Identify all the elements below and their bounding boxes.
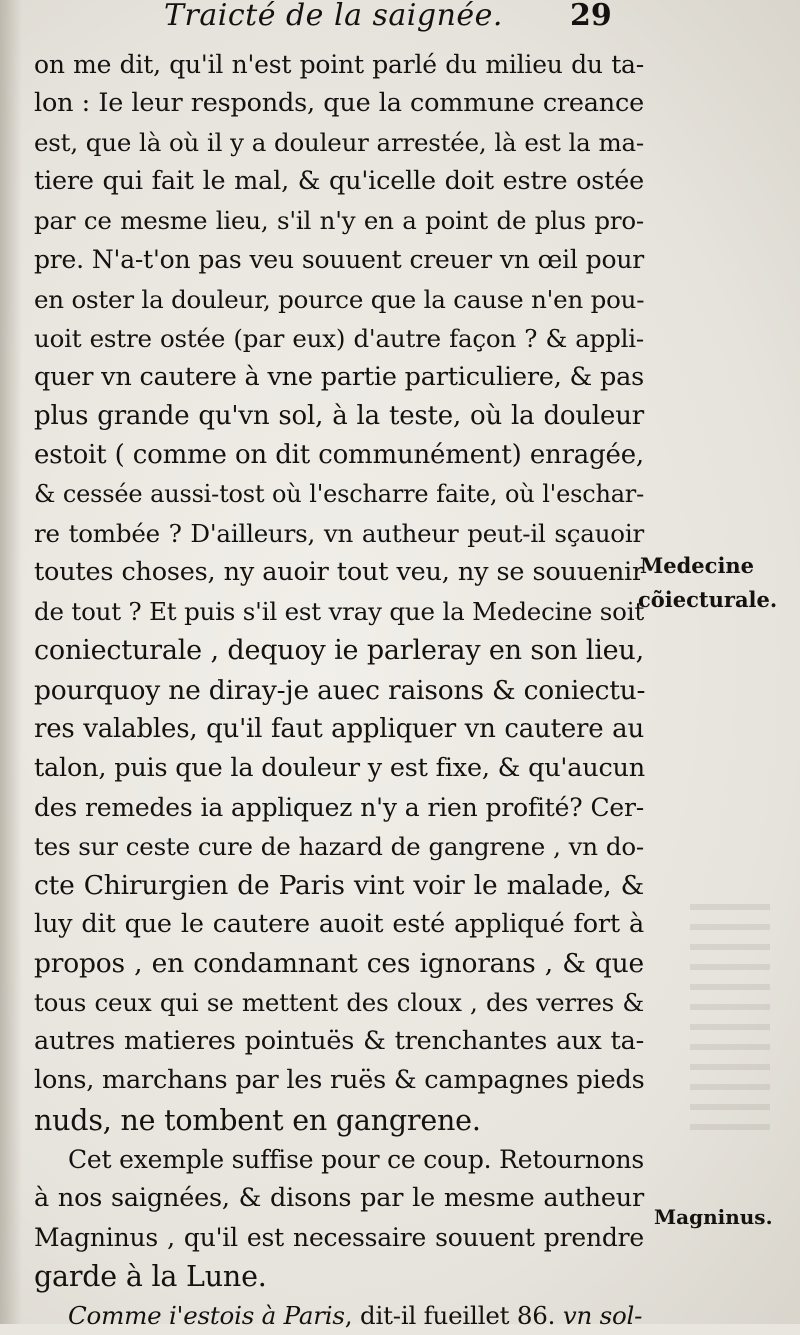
text-line: tiere qui fait le mal, & qu'icelle doit estre ostée bbox=[34, 166, 644, 197]
text-line: uoit estre ostée (par eux) d'autre façon ? & appli- bbox=[34, 323, 644, 353]
text-line: lons, marchans par les ruës & campagnes pieds bbox=[34, 1065, 645, 1096]
text-line: estoit ( comme on dit communément) enragée, bbox=[34, 439, 644, 470]
text-line: tous ceux qui se mettent des cloux , des verres & bbox=[34, 988, 644, 1018]
show-through-marks bbox=[690, 890, 770, 1130]
text-line: on me dit, qu'il n'est point parlé du milieu du ta- bbox=[34, 50, 644, 79]
text-line: res valables, qu'il faut appliquer vn cautere au bbox=[34, 713, 644, 744]
text-line: toutes choses, ny auoir tout veu, ny se souuenir bbox=[34, 557, 644, 588]
text-line: en oster la douleur, pource que la cause n'en pou- bbox=[34, 284, 645, 314]
text-line: tes sur ceste cure de hazard de gangrene , vn do- bbox=[34, 831, 644, 861]
page-number: 29 bbox=[570, 0, 612, 33]
final-middle: , dit-il fueillet 86. bbox=[344, 1301, 563, 1330]
text-line: pre. N'a-t'on pas veu souuent creuer vn œil pour bbox=[34, 245, 644, 275]
text-line: autres matieres pointuës & trenchantes aux ta- bbox=[34, 1026, 644, 1057]
text-line: & cessée aussi-tost où l'escharre faite, où l'eschar- bbox=[34, 480, 644, 509]
text-line: propos , en condamnant ces ignorans , & que bbox=[34, 948, 644, 980]
page-header bbox=[150, 0, 630, 36]
text-line: pourquoy ne diray-je auec raisons & coniectu- bbox=[34, 674, 646, 706]
text-line: garde à la Lune. bbox=[34, 1259, 267, 1293]
margin-note-magninus: Magninus. bbox=[654, 1205, 773, 1229]
margin-note-coniecturale: cõiecturale. bbox=[638, 587, 778, 612]
text-line: des remedes ia appliquez n'y a rien profité? Cer- bbox=[34, 792, 644, 822]
text-line: cte Chirurgien de Paris vint voir le malade, & bbox=[34, 869, 644, 901]
text-line-final bbox=[34, 1296, 644, 1335]
text-line: luy dit que le cautere auoit esté appliqué fort à bbox=[34, 909, 644, 940]
text-line: Cet exemple suffise pour ce coup. Retournons bbox=[68, 1144, 644, 1174]
final-italic-start: Comme i'estois à Paris bbox=[68, 1301, 345, 1330]
text-line: est, que là où il y a douleur arrestée, là est la ma- bbox=[34, 128, 644, 158]
text-line: nuds, ne tombent en gangrene. bbox=[34, 1103, 481, 1137]
binding-shadow bbox=[0, 0, 22, 1324]
final-italic-end: vn sol- bbox=[562, 1301, 643, 1330]
body-text bbox=[34, 45, 644, 1335]
text-line: talon, puis que la douleur y est fixe, & qu'aucun bbox=[34, 752, 645, 783]
text-line: à nos saignées, & disons par le mesme autheur bbox=[34, 1182, 644, 1213]
text-line: de tout ? Et puis s'il est vray que la Medecine soit bbox=[34, 597, 644, 627]
margin-note-medecine: Medecine bbox=[640, 553, 755, 578]
text-line: coniecturale , dequoy ie parleray en son lieu, bbox=[34, 635, 644, 667]
text-line: par ce mesme lieu, s'il n'y en a point de plus pro- bbox=[34, 206, 644, 236]
text-line: plus grande qu'vn sol, à la teste, où la douleur bbox=[34, 400, 644, 431]
text-line: re tombée ? D'ailleurs, vn autheur peut-il sçauoir bbox=[34, 519, 644, 549]
text-line: lon : Ie leur responds, que la commune creance bbox=[34, 88, 644, 119]
text-line: quer vn cautere à vne partie particuliere, & pas bbox=[34, 361, 644, 392]
text-line: Magninus , qu'il est necessaire souuent prendre bbox=[34, 1222, 644, 1252]
running-title: Traicté de la saignée. bbox=[164, 0, 503, 33]
